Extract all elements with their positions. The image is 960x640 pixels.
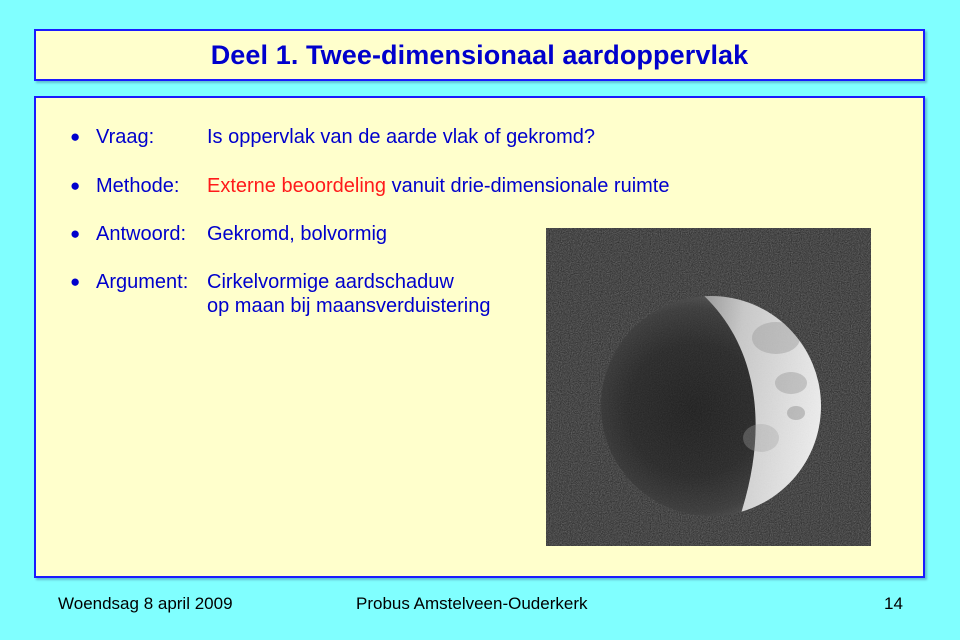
bullet-text-methode-rest: vanuit drie-dimensionale ruimte xyxy=(386,175,670,197)
bullet-text-vraag: Is oppervlak van de aarde vlak of gekromd? xyxy=(207,126,595,148)
bullet-icon: ● xyxy=(70,272,81,291)
footer-page-number: 14 xyxy=(884,594,903,613)
bullet-icon: ● xyxy=(70,224,81,243)
bullet-text-argument-line2: op maan bij maansverduistering xyxy=(207,295,491,317)
footer-organization: Probus Amstelveen-Ouderkerk xyxy=(356,594,588,613)
slide-title: Deel 1. Twee-dimensionaal aardoppervlak xyxy=(210,39,749,70)
highlight-text: Externe beoordeling xyxy=(207,175,387,197)
bullet-text-antwoord: Gekromd, bolvormig xyxy=(207,223,388,245)
bullet-icon: ● xyxy=(70,176,81,195)
bullet-text-argument-line1: Cirkelvormige aardschaduw xyxy=(207,271,454,293)
bullet-label-methode: Methode: xyxy=(96,175,180,197)
bullet-label-argument: Argument: xyxy=(96,271,189,293)
bullet-icon: ● xyxy=(70,127,81,146)
bullet-text-argument xyxy=(207,270,491,318)
content-box xyxy=(34,96,925,578)
lunar-eclipse-photo xyxy=(546,228,871,546)
bullet-label-vraag: Vraag: xyxy=(96,126,155,148)
title-box xyxy=(34,29,925,81)
moon-image xyxy=(546,228,871,546)
bullet-text-methode xyxy=(207,174,669,198)
footer-date: Woendsag 8 april 2009 xyxy=(58,594,233,613)
bullet-label-antwoord: Antwoord: xyxy=(96,223,187,245)
